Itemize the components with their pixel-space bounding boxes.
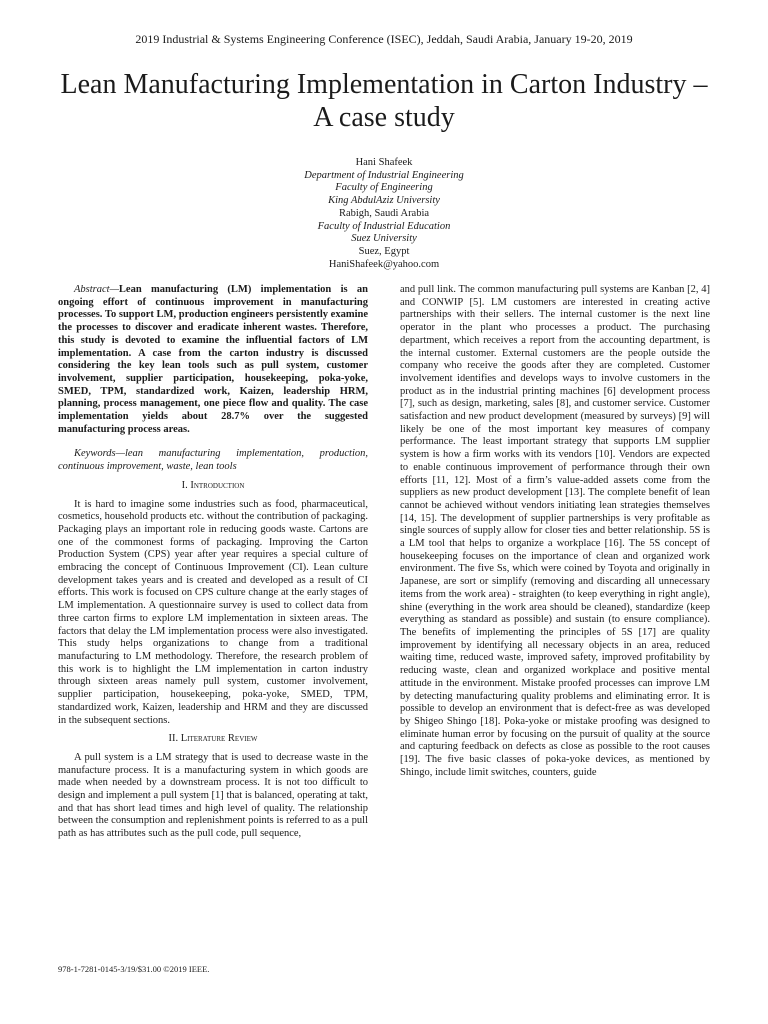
literature-paragraph-continued: and pull link. The common manufacturing pull systems are Kanban [2, 4] and CONWIP [5]. LM customers are interested in creating active partnerships with their sellers. The internal customer is the next line operator in the plant who processes a product. The purchasing department, which receives a report from the accounting department, is the internal customer. External customers are the people outside the company who receive the goods after they are completed. Customer involvement identifies and develops ways to involve customers in the product as in the industrial printing machines [6] development process [7], such as design, marketing, sales [8], and customer service. Customer satisfaction and new product development (measured by surveys) [9] will likely be one of the most important key measures of company performance. The least important strategy that supports LM supplier system is how a firm works with its vendors [10]. Vendors are expected to enable continuous improvement of performance through their own efforts [11, 12]. Most of a firm’s value-added assets come from the suppliers as new product development [13]. The complete benefit of lean cannot be achieved without vendors initiating lean strategies themselves [14, 15]. The development of supplier partnerships is very profitable as single sources of supply allow for closer ties and better relationship. 5S is a LM tool that helps to organize a workplace [16]. The 5S concept of housekeeping focuses on the importance of clean and organized work environment. The five Ss, which were coined by Toyota and originally in Japanese, are sort or simplify (removing and discarding all unnecessary items from the work area) - straighten (to keep everything in right angle), shine (everything in the work area should be cleaned), standardize (keep everything as standard as possible) and sustain (to ensure compliance). The benefits of implementing the principles of 5S [17] are quality improvement by identifying all necessary objects in an area, reduced waiting time, reduced waste, improved safety, improved profitability by reducing waste, clean and organized workplace and positive mental attitude in the environment. Mistake proofed processes can improve LM by detecting manufacturing quality problems and eliminating error. It is possible to develop an environment that is defect-free as was developed by Shigeo Shingo [18]. Poka-yoke or mistake proofing was designed to eliminate human error by focusing on the pursuit of quality at the source and capturing feedback on defects as close as possible to the root causes [19]. The five basic classes of poka-yoke devices, as mentioned by Shingo, include limit switches, counters, guide — [400, 284, 710, 778]
author-block — [60, 157, 708, 271]
keywords-text: lean manufacturing implementation, production, continuous improvement, waste, lean tools — [58, 448, 368, 473]
author-dept: Department of Industrial Engineering — [304, 169, 464, 181]
author-faculty: Faculty of Engineering — [335, 182, 433, 194]
section-title: Literature Review — [180, 733, 258, 745]
author-name: Hani Shafeek — [355, 157, 413, 168]
author-city-2: Suez, Egypt — [358, 245, 410, 257]
abstract-text: Lean manufacturing (LM) implementation is an ongoing effort of continuous improvement in manufacturing processes. To support LM, production engineers persistently examine the processes to discover and eradicate inherent wastes. Therefore, this study is devoted to examine the influential factors of LM implementation. A case from the carton industry is discussed considering the key lean tools such as pull system, customer involvement, supplier participation, housekeeping, poka-yoke, SMED, TPM, standardized work, Kaizen, leadership HRM, planning, process management, one piece flow and quality. The case implementation yields about 28.7% over the suggested manufacturing process areas. — [58, 284, 368, 435]
author-university: King AbdulAziz University — [328, 195, 440, 207]
abstract-label: Abstract— — [74, 284, 119, 295]
author-email[interactable]: HaniShafeek@yahoo.com — [328, 258, 440, 270]
left-column — [58, 284, 368, 841]
keywords-label: Keywords— — [74, 448, 125, 460]
copyright-footer: 978-1-7281-0145-3/19/$31.00 ©2019 IEEE. — [58, 964, 210, 974]
section-title: Introduction — [190, 479, 245, 491]
literature-paragraph: A pull system is a LM strategy that is used to decrease waste in the manufacture process. It is a manufacturing system in which goods are made when needed by a downstream process. It is not too difficult to design and implement a pull system [1] that is balanced, operating at takt, and that has short lead times and high level of quality. The relationship between the consumption and replenishment points is referred to as a pull path as has attributes such as the pull code, pull sequence, — [58, 751, 368, 840]
author-faculty-2: Faculty of Industrial Education — [317, 220, 451, 232]
section-number: I. — [181, 479, 188, 491]
paper-title: Lean Manufacturing Implementation in Carton Industry – A case study — [60, 69, 708, 133]
section-number: II. — [168, 733, 179, 745]
author-university-2: Suez University — [351, 233, 417, 245]
intro-paragraph: It is hard to imagine some industries such as food, pharmaceutical, cosmetics, household products etc. without the contribution of packaging. Packaging plays an important role in reducing goods waste. Cartons are one of the commonest forms of packaging. Improving the Carton Production System (CPS) year after year requires a special culture of embracing the concept of Continuous Improvement (CI). Lean culture development takes years and is created and developed as a result of CI efforts. This work is focused on CPS culture change at the early stages of LM implementation. A questionnaire survey is used to collect data from three carton firms to explore LM implementation in sixteen areas. The factors that delay the LM implementation process were also investigated. This study helps organizations to change from a traditional manufacturing to LM methodology. Therefore, the research problem of this work is to highlight the LM implementation in carton industry through sixteen areas namely pull system, customer involvement, supplier participation, housekeeping, poka-yoke, SMED, TPM, standardized work, Kaizen, leadership and HRM and they are discussed in the subsequent sections. — [58, 498, 368, 726]
keywords — [58, 448, 368, 473]
author-city: Rabigh, Saudi Arabia — [338, 207, 430, 219]
conference-header: 2019 Industrial & Systems Engineering Conference (ISEC), Jeddah, Saudi Arabia, January 19-20, 2019 — [135, 32, 633, 46]
section-heading-introduction — [58, 480, 368, 493]
abstract — [58, 284, 368, 436]
section-heading-literature-review — [58, 733, 368, 746]
right-column — [400, 284, 710, 779]
